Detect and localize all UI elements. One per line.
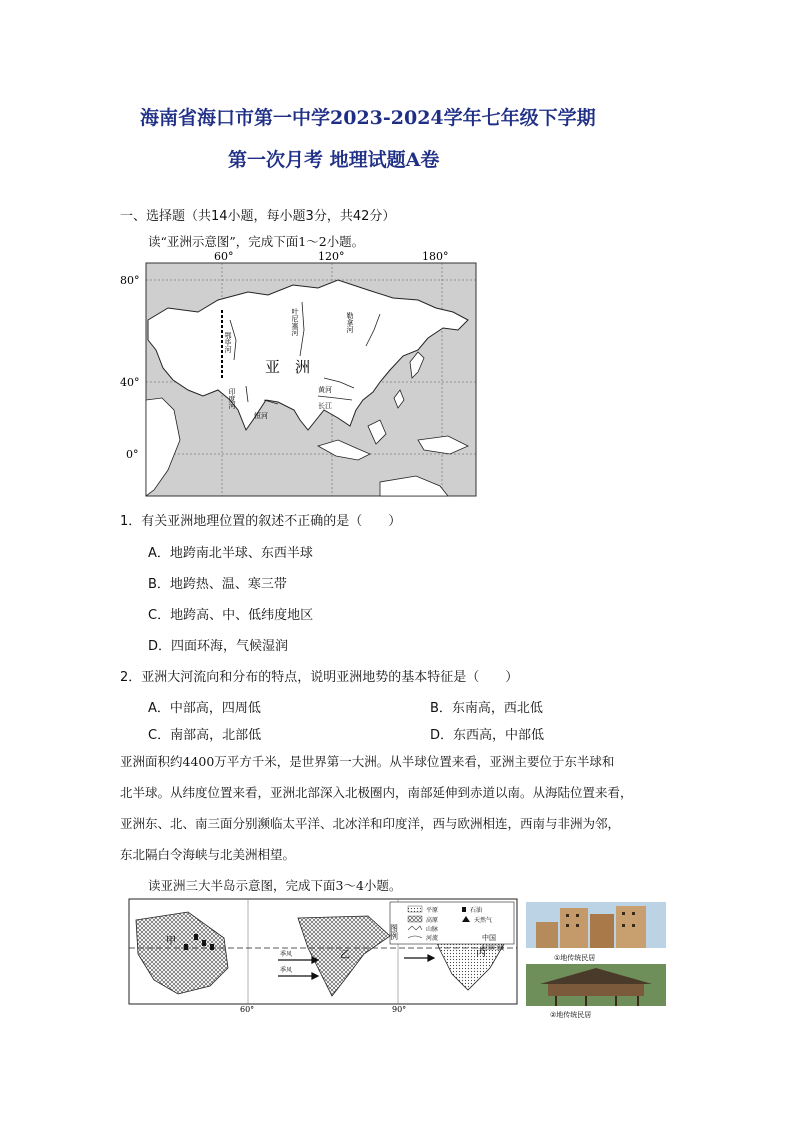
question-1-option-b[interactable]: B．地跨热、温、寒三带	[148, 577, 287, 592]
river-label-yenisei: 叶尼塞河	[291, 308, 299, 336]
lon-label-60: 60°	[214, 250, 234, 263]
question-1-option-a[interactable]: A．地跨南北半球、东西半球	[148, 546, 313, 561]
region-label-bing: 丙	[476, 948, 486, 959]
question-2-stem: 2．亚洲大河流向和分布的特点，说明亚洲地势的基本特征是（ ）	[120, 670, 519, 685]
lon-label-90: 90°	[392, 1005, 407, 1014]
continent-label: 亚 洲	[265, 358, 311, 376]
lat-label-0: 0°	[126, 448, 139, 461]
river-label-changjiang: 长江	[318, 402, 332, 410]
asia-map	[118, 250, 480, 500]
question-1-option-d[interactable]: D．四面环海，气候湿润	[148, 639, 289, 654]
river-label-huanghe: 黄河	[318, 386, 332, 394]
lon-label-180: 180°	[422, 250, 449, 263]
river-label-lena: 勒拿河	[346, 312, 354, 333]
photo-caption-2: ②地传统民居	[550, 1011, 592, 1019]
region-label-jia: 甲	[166, 936, 176, 947]
question-2-option-d[interactable]: D．东西高，中部低	[430, 728, 545, 743]
river-label-ganges: 恒河	[254, 412, 268, 420]
wind-label-2: 季风	[280, 967, 293, 974]
question-1-stem: 1．有关亚洲地理位置的叙述不正确的是（ ）	[120, 514, 402, 529]
legend-item-plain: 平原	[426, 907, 439, 914]
question-1-option-c[interactable]: C．地跨高、中、低纬度地区	[148, 608, 314, 623]
section-heading: 一、选择题（共14小题，每小题3分，共42分）	[120, 209, 396, 224]
river-label-indus: 印度河	[228, 388, 236, 409]
region-label-yi: 乙	[340, 950, 350, 961]
section-intro: 读“亚洲示意图”，完成下面1～2小题。	[148, 234, 365, 249]
passage-line-4: 东北隔白令海峡与北美洲相望。	[120, 847, 296, 862]
tropic-label: 北回归线	[480, 945, 505, 952]
legend-item-plateau: 高原	[426, 917, 439, 924]
page-title-line2: 第一次月考 地理试题A卷	[228, 149, 440, 171]
lon-label-120: 120°	[318, 250, 345, 263]
country-label: 中国	[482, 934, 496, 942]
legend-item-river: 河流	[426, 935, 439, 942]
photo-caption-1: ①地传统民居	[554, 954, 596, 962]
peninsulas-map	[128, 898, 518, 1014]
page-title-line1: 海南省海口市第一中学2023-2024学年七年级下学期	[140, 107, 596, 129]
legend-item-gas: 天然气	[474, 917, 493, 924]
legend-item-mountain: 山脉	[426, 926, 439, 933]
wind-label-1: 季风	[280, 951, 293, 958]
lat-label-40: 40°	[120, 376, 140, 389]
passage-line-2: 北半球。从纬度位置来看，亚洲北部深入北极圈内，南部延伸到赤道以南。从海陆位置来看，	[120, 785, 633, 800]
section-2-intro: 读亚洲三大半岛示意图，完成下面3～4小题。	[148, 878, 402, 893]
legend-title: 图例	[389, 924, 399, 940]
river-label-ob: 鄂毕河	[224, 332, 232, 353]
lon-label-60: 60°	[240, 1005, 255, 1014]
question-2-option-b[interactable]: B．东南高，西北低	[430, 701, 543, 716]
question-2-option-c[interactable]: C．南部高，北部低	[148, 728, 262, 743]
passage-line-3: 亚洲东、北、南三面分别濒临太平洋、北冰洋和印度洋，西与欧洲相连，西南与非洲为邻，	[120, 816, 621, 831]
question-2-option-a[interactable]: A．中部高，四周低	[148, 701, 261, 716]
legend-item-oil: 石油	[470, 907, 483, 914]
passage-line-1: 亚洲面积约4400万平方千米，是世界第一大洲。从半球位置来看，亚洲主要位于东半球和	[120, 754, 615, 769]
dwelling-photos	[526, 902, 666, 1020]
lat-label-80: 80°	[120, 274, 140, 287]
